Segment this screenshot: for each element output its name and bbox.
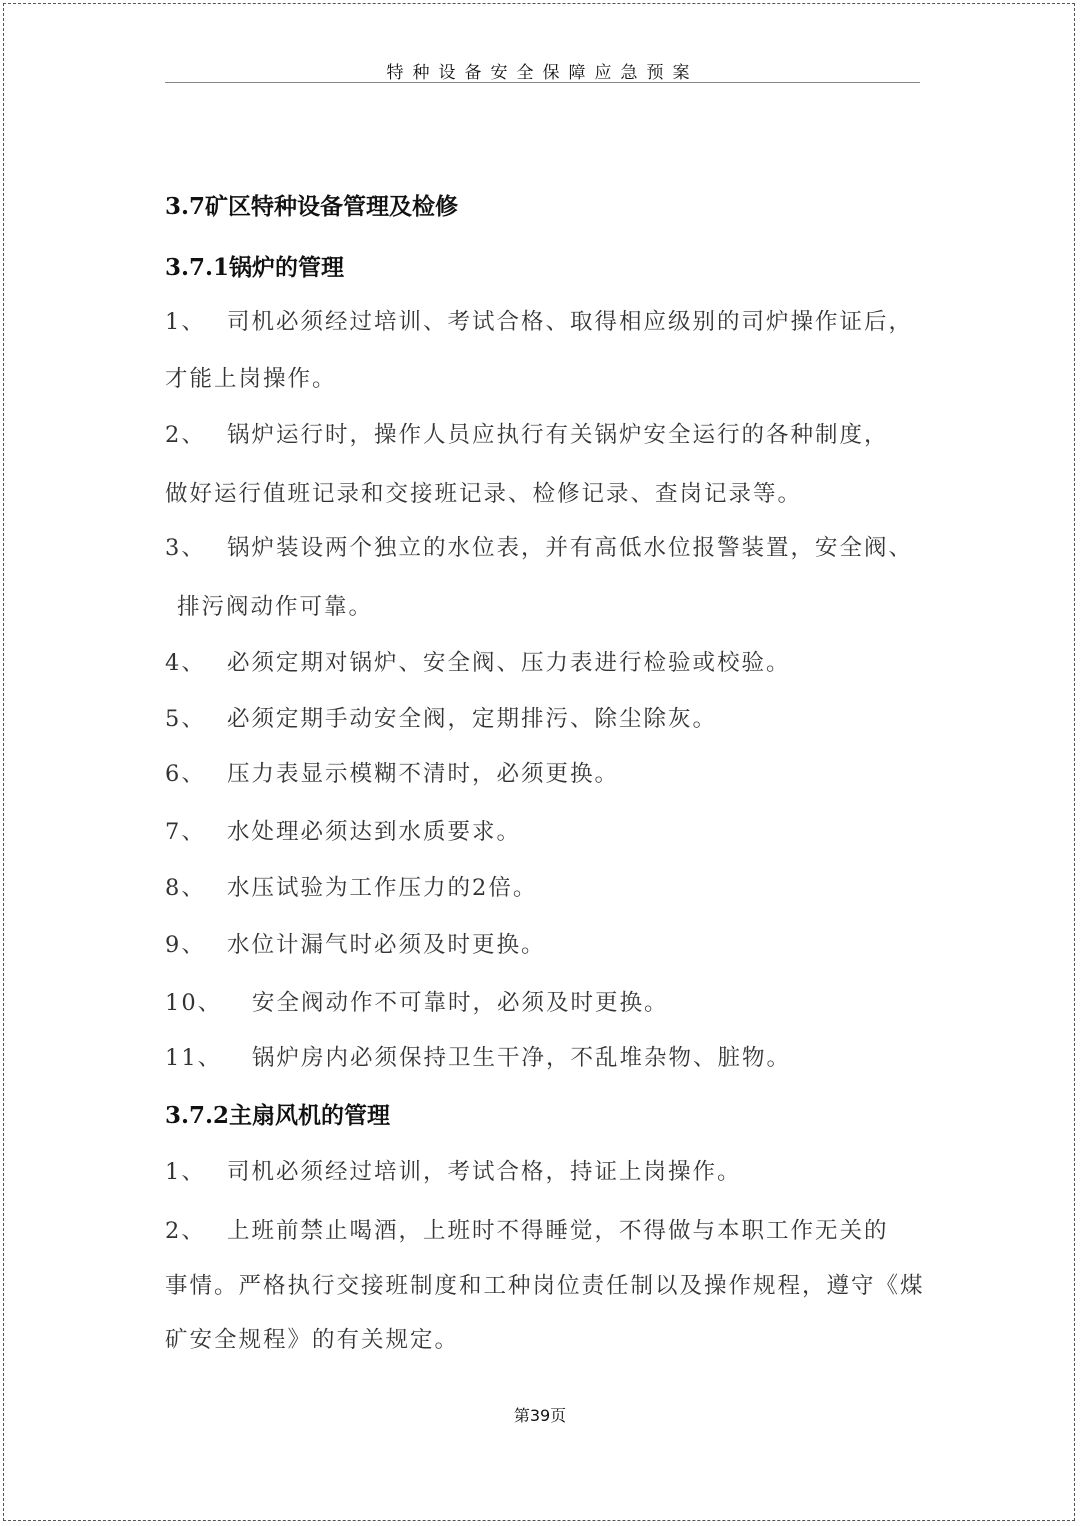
item-number: 1、: [165, 309, 206, 335]
list-item-continuation: 事情。严格执行交接班制度和工种岗位责任制以及操作规程，遵守《煤: [165, 1273, 925, 1299]
list-item: [165, 814, 521, 846]
item-number: 9、: [165, 932, 206, 958]
item-number: 5、: [165, 706, 206, 732]
list-item: [165, 530, 913, 562]
list-item: [165, 1154, 742, 1186]
item-number: 8、: [165, 875, 206, 901]
subsection-title-boiler: 3.7.1锅炉的管理: [165, 254, 345, 281]
item-text: 司机必须经过培训、考试合格、取得相应级别的司炉操作证后，: [227, 309, 914, 335]
item-number: 4、: [165, 650, 206, 676]
item-text: 锅炉装设两个独立的水位表，并有高低水位报警装置，安全阀、: [227, 535, 914, 561]
list-item-continuation: 矿安全规程》的有关规定。: [165, 1327, 460, 1353]
list-item-continuation: 排污阀动作可靠。: [177, 594, 374, 620]
item-text: 水压试验为工作压力的2倍。: [227, 875, 538, 901]
item-text: 安全阀动作不可靠时，必须及时更换。: [252, 990, 669, 1016]
list-item-continuation: 做好运行值班记录和交接班记录、检修记录、查岗记录等。: [165, 481, 803, 507]
page-number: 第39页: [513, 1406, 567, 1425]
subsection-title-fan: 3.7.2主扇风机的管理: [165, 1102, 391, 1129]
section-title: 3.7矿区特种设备管理及检修: [165, 193, 459, 220]
list-item: [165, 417, 889, 449]
list-item: [165, 701, 717, 733]
item-text: 水位计漏气时必须及时更换。: [227, 932, 546, 958]
item-text: 上班前禁止喝酒，上班时不得睡觉，不得做与本职工作无关的: [227, 1218, 889, 1244]
list-item: [165, 870, 537, 902]
list-item: [165, 985, 669, 1017]
running-header: 特种设备安全保障应急预案: [386, 63, 699, 83]
item-text: 水处理必须达到水质要求。: [227, 819, 522, 845]
list-item: [165, 1213, 889, 1245]
item-number: 2、: [165, 1218, 206, 1244]
item-number: 7、: [165, 819, 206, 845]
item-text: 锅炉运行时，操作人员应执行有关锅炉安全运行的各种制度，: [227, 422, 889, 448]
list-item: [165, 304, 913, 336]
item-text: 必须定期对锅炉、安全阀、压力表进行检验或校验。: [227, 650, 791, 676]
item-text: 司机必须经过培训，考试合格，持证上岗操作。: [227, 1159, 742, 1185]
list-item: [165, 645, 791, 677]
item-number: 3、: [165, 535, 206, 561]
item-number: 10、: [165, 990, 223, 1016]
list-item-continuation: 才能上岗操作。: [165, 366, 337, 392]
item-number: 11、: [165, 1045, 223, 1071]
list-item: [165, 1040, 791, 1072]
list-item: [165, 927, 546, 959]
item-number: 2、: [165, 422, 206, 448]
item-text: 必须定期手动安全阀，定期排污、除尘除灰。: [227, 706, 718, 732]
item-number: 6、: [165, 761, 206, 787]
list-item: [165, 756, 619, 788]
item-text: 压力表显示模糊不清时，必须更换。: [227, 761, 620, 787]
item-text: 锅炉房内必须保持卫生干净，不乱堆杂物、脏物。: [252, 1045, 792, 1071]
header-rule: [165, 82, 920, 83]
item-number: 1、: [165, 1159, 206, 1185]
